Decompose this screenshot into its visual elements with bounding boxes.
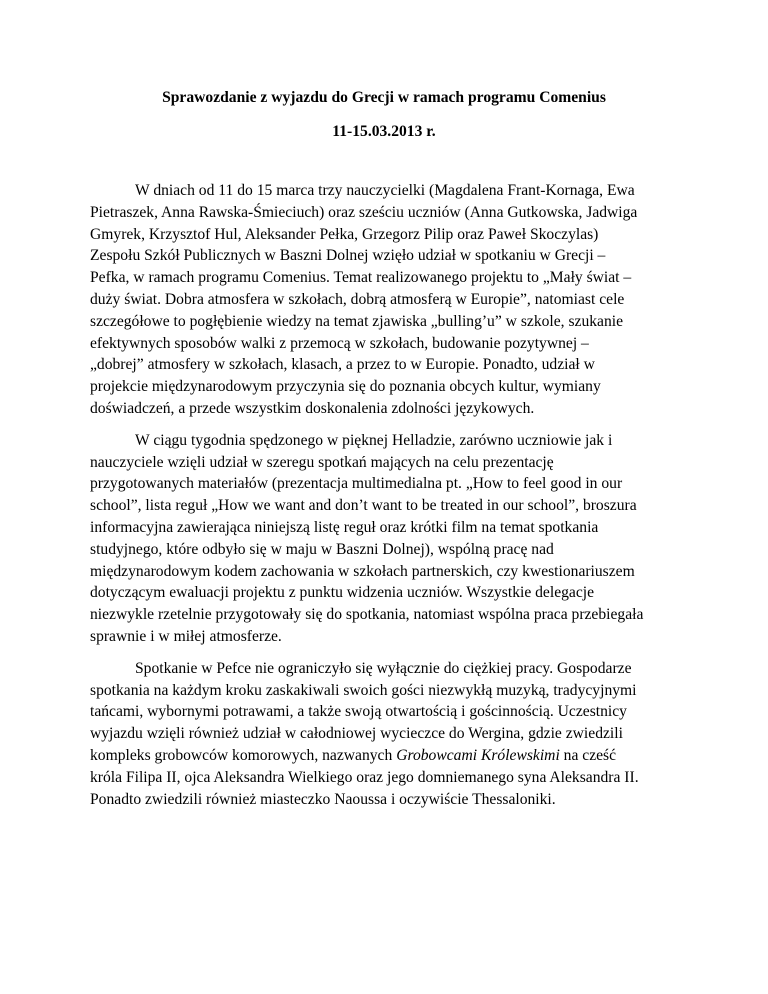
paragraph-3-text-after: na cześć króla Filipa II, ojca Aleksandra Wielkiego oraz jego domniemanego syna Aleksandra II. Ponadto zwiedzili również miasteczko Naoussa i oczywiście Thessaloniki. [90, 746, 639, 808]
paragraph-3 [90, 658, 646, 811]
paragraph-3-text-before: Spotkanie w Pefce nie ograniczyło się wyłącznie do ciężkiej pracy. Gospodarze spotkania na każdym kroku zaskakiwali swoich gości niezwykłą muzyką, tradycyjnymi tańcami, wybornymi potrawami, a także swoją otwartością i gościnnością. Uczestnicy wyjazdu wzięli również udział w całodniowej wycieczce do Wergina, gdzie zwiedzili kompleks grobowców komorowych, nazwanych [90, 659, 637, 764]
paragraph-1: W dniach od 11 do 15 marca trzy nauczycielki (Magdalena Frant-Kornaga, Ewa Pietraszek, Anna Rawska-Śmieciuch) oraz sześciu uczniów (Anna Gutkowska, Jadwiga Gmyrek, Krzysztof Hul, Aleksander Pełka, Grzegorz Pilip oraz Paweł Skoczylas) Zespołu Szkół Publicznych w Baszni Dolnej wzięło udział w spotkaniu w Grecji – Pefka, w ramach programu Comenius. Temat realizowanego projektu to „Mały świat – duży świat. Dobra atmosfera w szkołach, dobrą atmosferą w Europie”, natomiast cele szczegółowe to pogłębienie wiedzy na temat zjawiska „bulling’u” w szkole, szukanie efektywnych sposobów walki z przemocą w szkołach, budowanie pozytywnej – „dobrej” atmosfery w szkołach, klasach, a przez to w Europie. Ponadto, udział w projekcie międzynarodowym przyczynia się do poznania obcych kultur, wymiany doświadczeń, a przede wszystkim doskonalenia zdolności językowych. [90, 182, 638, 417]
paragraph-3-italic-text: Grobowcami Królewskimi [396, 746, 560, 764]
document-title: Sprawozdanie z wyjazdu do Grecji w ramach programu Comenius [162, 89, 606, 106]
document-body [90, 180, 646, 820]
document-date: 11-15.03.2013 r. [332, 123, 436, 140]
paragraph-2: W ciągu tygodnia spędzonego w pięknej Helladzie, zarówno uczniowie jak i nauczyciele wzięli udział w szeregu spotkań mających na celu prezentację przygotowanych materiałów (prezentacja multimedialna pt. „How to feel good in our school”, lista reguł „How we want and don’t want to be treated in our school”, broszura informacyjna zawierająca niniejszą listę reguł oraz krótki film na temat spotkania studyjnego, które odbyło się w maju w Baszni Dolnej), wspólną pracę nad międzynarodowym kodem zachowania w szkołach partnerskich, czy kwestionariuszem dotyczącym ewaluacji projektu z punktu widzenia uczniów. Wszystkie delegacje niezwykle rzetelnie przygotowały się do spotkania, natomiast wspólna praca przebiegała sprawnie i w miłej atmosferze. [90, 431, 644, 645]
